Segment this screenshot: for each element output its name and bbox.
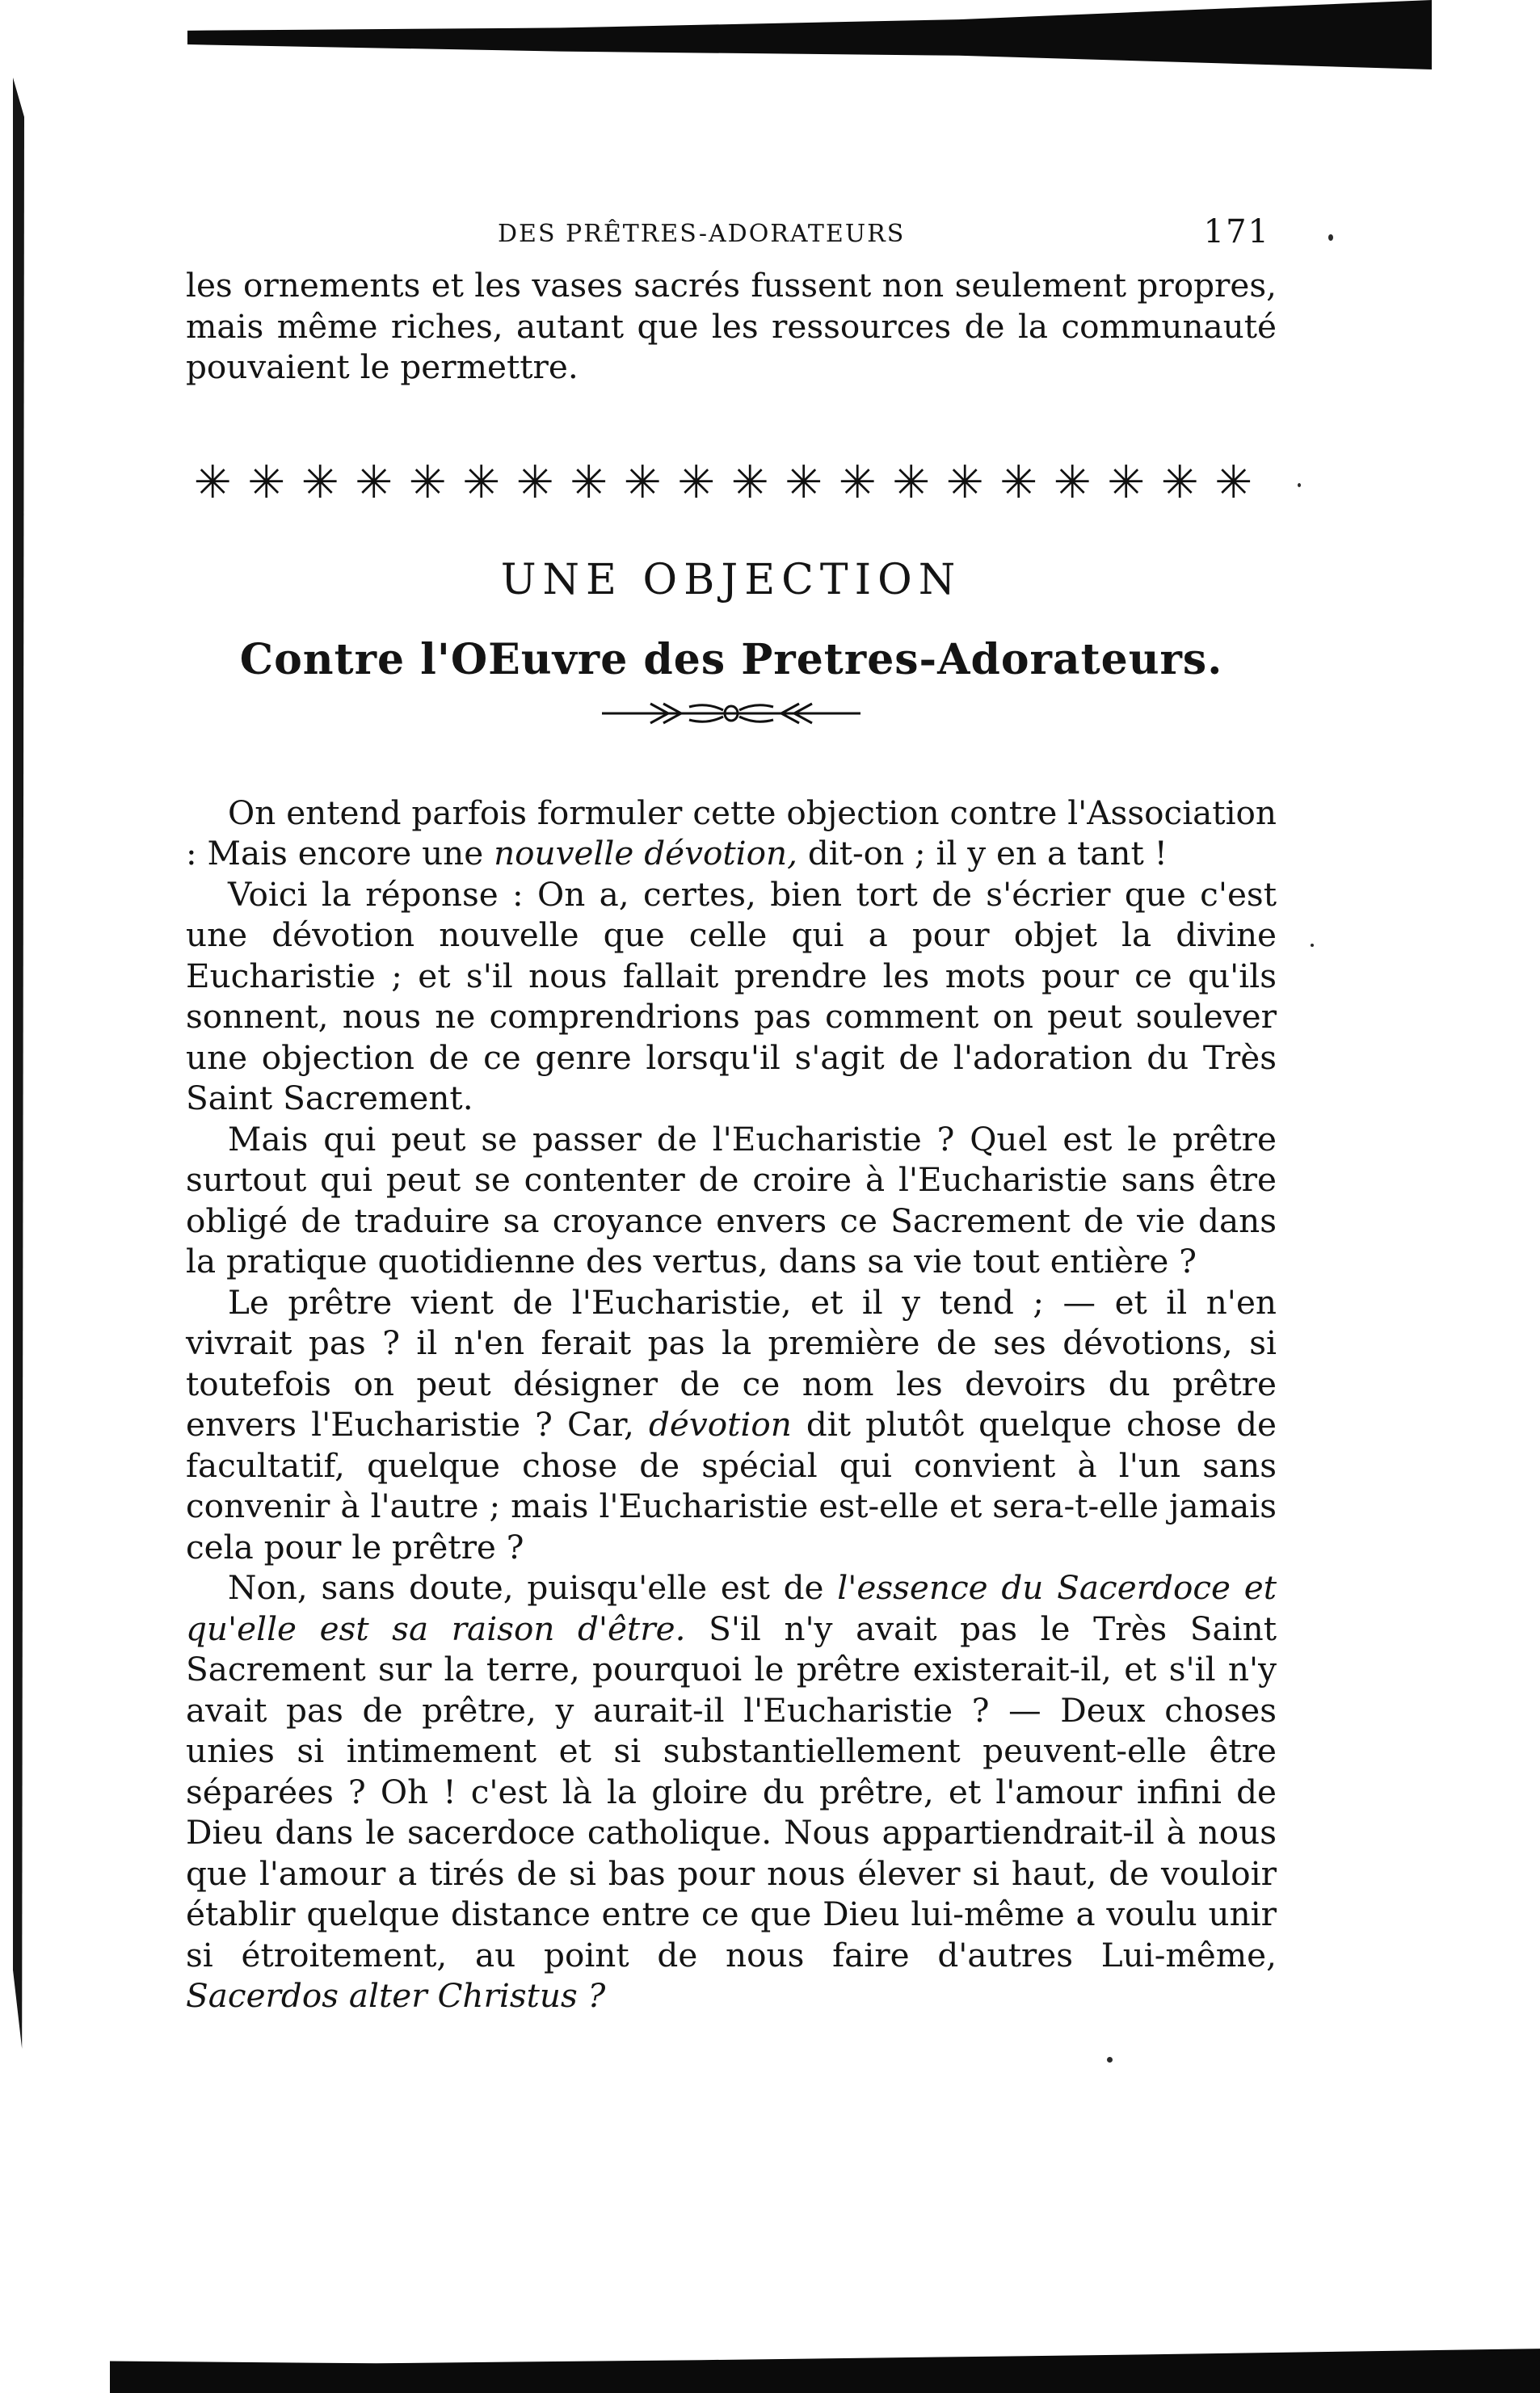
page-number: 171 — [1203, 213, 1270, 250]
asterisk-ornament-icon: ✳ — [1053, 456, 1092, 509]
paragraph: Voici la réponse : On a, certes, bien tort de s'écrier que c'est une dévotion nouvelle que celle qui a pour objet la divine Eucharistie ; et s'il nous fallait prendre les mots pour ce qu'ils sonnent, nous ne comprendrions pas comment on peut soulever une objection de ce genre lorsqu'il s'agit de l'adoration du Très Saint Sacrement. — [186, 874, 1277, 1117]
paragraph-text: Non, sans doute, puisqu'elle est de — [228, 1568, 838, 1607]
main-text — [186, 793, 1277, 2017]
asterisk-ornament-icon: ✳ — [515, 456, 554, 509]
asterisk-ornament-icon: ✳ — [462, 456, 501, 509]
asterisk-ornament-icon: ✳ — [408, 456, 447, 509]
paragraph — [186, 1282, 1277, 1568]
paragraph: Mais qui peut se passer de l'Eucharistie ? Quel est le prêtre surtout qui peut se contenter de croire à l'Eucharistie sans être obligé de traduire sa croyance envers ce Sacrement de vie dans la pratique quotidienne des vertus, dans sa vie tout entière ? — [186, 1119, 1277, 1281]
paragraph — [186, 1567, 1277, 2017]
asterisk-ornament-icon: ✳ — [301, 456, 339, 509]
running-head — [186, 202, 1277, 259]
asterisk-ornament-icon: ✳ — [355, 456, 393, 509]
running-title: DES PRÊTRES-ADORATEURS — [498, 220, 906, 248]
scan-speck — [1298, 483, 1301, 487]
section-title: UNE OBJECTION — [500, 555, 962, 604]
asterisk-ornament-icon: ✳ — [785, 456, 823, 509]
paragraph-text: S'il n'y avait pas le Très Saint Sacrement sur la terre, pourquoi le prêtre existerait-il, et s'il n'y avait pas de prêtre, y aurait-il l'Eucharistie ? — Deux choses unies si intimement et si substantiellement peuvent-elle être séparées ? Oh ! c'est là la gloire du prêtre, et l'amour infini de Dieu dans le sacerdoce catholique. Nous appartiendrait-il à nous que l'amour a tirés de si bas pour nous élever si haut, de vouloir établir quelque distance entre ce que Dieu lui-même a voulu unir si étroitement, au point de nous faire d'autres Lui-même, — [186, 1609, 1277, 1975]
book-page — [186, 202, 1277, 2017]
scan-speck — [1107, 2057, 1113, 2063]
asterisk-ornament-icon: ✳ — [1214, 456, 1253, 509]
scan-border-left — [13, 78, 24, 2049]
asterisk-ornament-icon: ✳ — [838, 456, 877, 509]
asterisk-ornament-icon: ✳ — [570, 456, 608, 509]
scan-border-bottom — [110, 2338, 1540, 2393]
paragraph-text: dit plutôt quelque chose de facultatif, quelque chose de spécial qui convient à l'un sans convenir à l'autre ; mais l'Eucharistie est-elle et sera-t-elle jamais cela pour le prêtre ? — [186, 1405, 1277, 1567]
paragraph — [186, 793, 1277, 874]
scan-speck — [1311, 944, 1314, 947]
asterisk-ornament-icon: ✳ — [1107, 456, 1146, 509]
scan-border-top — [187, 0, 1432, 69]
paragraph-text: dit-on ; il y en a tant ! — [797, 834, 1168, 873]
paragraph-text: Le prêtre vient de l'Eucharistie, et il y tend ; — et il n'en vivrait pas ? il n'en ferait pas la première de ses dévotions, si toutefois on peut désigner de ce nom les devoirs du prêtre envers l'Eucharistie ? Car, — [186, 1282, 1277, 1444]
asterisk-ornament-icon: ✳ — [999, 456, 1038, 509]
asterisk-ornament-icon: ✳ — [945, 456, 984, 509]
asterisk-ornament-icon: ✳ — [193, 456, 232, 509]
intro-paragraph: les ornements et les vases sacrés fussent non seulement propres, mais même riches, autant que les ressources de la communauté pouvaient le permettre. — [186, 266, 1277, 386]
asterisk-ornament-icon: ✳ — [892, 456, 931, 509]
ornament-divider — [186, 457, 1277, 509]
scan-speck — [1328, 234, 1333, 241]
emphasis-text: l'essence du Sacerdoce et qu'elle est sa raison d'être. — [186, 1568, 1277, 1648]
asterisk-ornament-icon: ✳ — [247, 456, 286, 509]
asterisk-ornament-icon: ✳ — [730, 456, 769, 509]
emphasis-text: dévotion — [648, 1405, 792, 1444]
paragraph-text: On entend parfois formuler cette objection contre l'Association : Mais encore une — [186, 793, 1277, 873]
emphasis-text: Sacerdos alter Christus ? — [186, 1976, 606, 2015]
asterisk-ornament-icon: ✳ — [623, 456, 662, 509]
flourish-divider — [594, 697, 869, 730]
emphasis-text: nouvelle dévotion, — [494, 834, 797, 873]
asterisk-ornament-icon: ✳ — [677, 456, 716, 509]
section-subtitle: Contre l'OEuvre des Pretres-Adorateurs. — [239, 634, 1223, 684]
asterisk-ornament-icon: ✳ — [1160, 456, 1199, 509]
